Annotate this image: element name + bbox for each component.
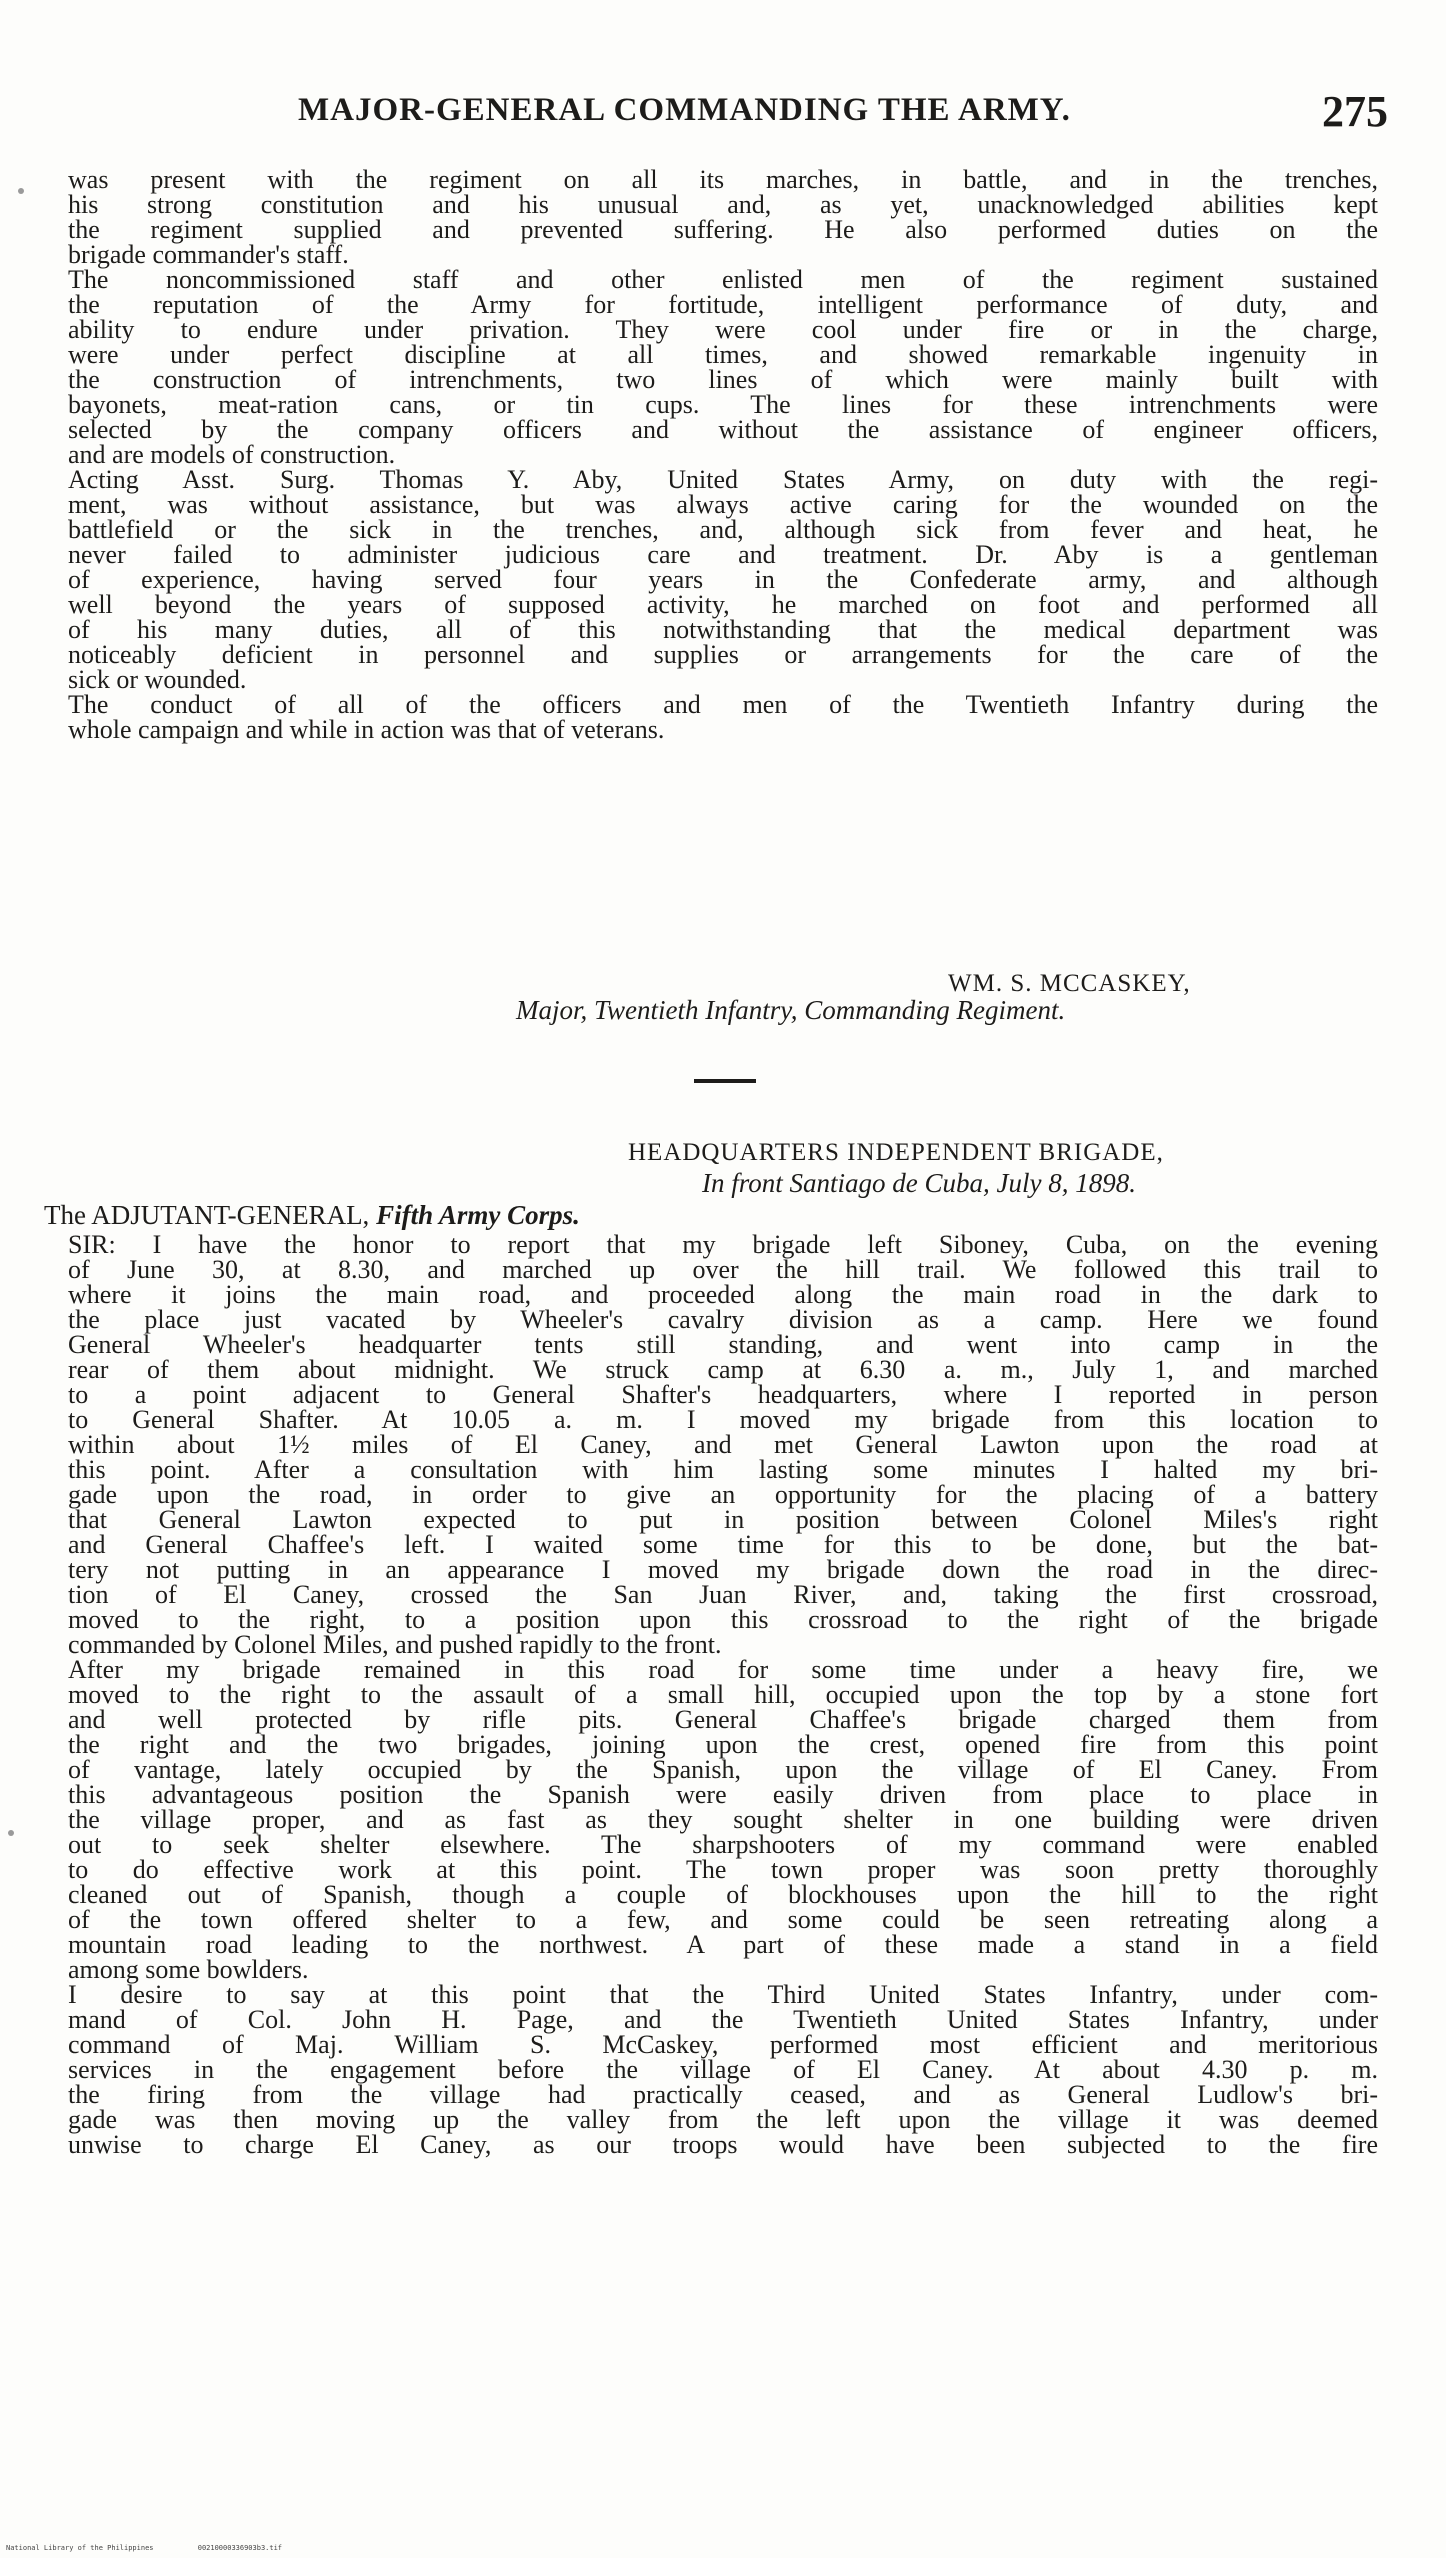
text-line: command of Maj. William S. McCaskey, performed most efficient and meritorious bbox=[68, 2030, 1378, 2059]
text-line: SIR: I have the honor to report that my brigade left Siboney, Cuba, on the evening bbox=[68, 1230, 1378, 1259]
text-line: cleaned out of Spanish, though a couple of blockhouses upon the hill to the right bbox=[68, 1880, 1378, 1909]
text-line: I desire to say at this point that the Third United States Infantry, under com- bbox=[68, 1980, 1378, 2009]
text-line: gade was then moving up the valley from the left upon the village it was deemed bbox=[68, 2105, 1378, 2134]
text-line: gade upon the road, in order to give an opportunity for the placing of a battery bbox=[68, 1480, 1378, 1509]
text-line: battlefield or the sick in the trenches, and, although sick from fever and heat, he bbox=[68, 515, 1378, 544]
text-line: General Wheeler's headquarter tents still standing, and went into camp in the bbox=[68, 1330, 1378, 1359]
text-line: this point. After a consultation with him lasting some minutes I halted my bri- bbox=[68, 1455, 1378, 1484]
text-line: brigade commander's staff. bbox=[68, 240, 349, 269]
text-line: of the town offered shelter to a few, and some could be seen retreating along a bbox=[68, 1905, 1378, 1934]
footer-file: 00210000336903b3.tif bbox=[197, 2544, 283, 2552]
text-line: and are models of construction. bbox=[68, 440, 396, 469]
text-line: of June 30, at 8.30, and marched up over the hill trail. We followed this trail to bbox=[68, 1255, 1378, 1284]
text-line: his strong constitution and his unusual and, as yet, unacknowledged abilities kept bbox=[68, 190, 1378, 219]
text-line: to do effective work at this point. The town proper was soon pretty thoroughly bbox=[68, 1855, 1378, 1884]
text-line: were under perfect discipline at all times, and showed remarkable ingenuity in bbox=[68, 340, 1378, 369]
text-line: noticeably deficient in personnel and supplies or arrangements for the care of the bbox=[68, 640, 1378, 669]
text-line: the firing from the village had practically ceased, and as General Ludlow's bri- bbox=[68, 2080, 1378, 2109]
text-line: the regiment supplied and prevented suffering. He also performed duties on the bbox=[68, 215, 1378, 244]
text-line: of his many duties, all of this notwithstanding that the medical department was bbox=[68, 615, 1378, 644]
signature-title: Major, Twentieth Infantry, Commanding Regiment. bbox=[516, 995, 1066, 1025]
addressee-prefix: The ADJUTANT-GENERAL, bbox=[44, 1200, 370, 1230]
text-line: where it joins the main road, and proceeded along the main road in the dark to bbox=[68, 1280, 1378, 1309]
text-line: this advantageous position the Spanish were easily driven from place to place in bbox=[68, 1780, 1378, 1809]
headquarters-heading: HEADQUARTERS INDEPENDENT BRIGADE, bbox=[628, 1139, 1164, 1166]
text-line: mountain road leading to the northwest. A part of these made a stand in a field bbox=[68, 1930, 1378, 1959]
text-line: tery not putting in an appearance I moved my brigade down the road in the direc- bbox=[68, 1555, 1378, 1584]
place-date-line: In front Santiago de Cuba, July 8, 1898. bbox=[702, 1168, 1136, 1198]
text-line: of vantage, lately occupied by the Spanish, upon the village of El Caney. From bbox=[68, 1755, 1378, 1784]
body-text-section-1 bbox=[68, 167, 1378, 742]
text-line: the place just vacated by Wheeler's cavalry division as a camp. Here we found bbox=[68, 1305, 1378, 1334]
section-divider bbox=[694, 1079, 756, 1083]
text-line: well beyond the years of supposed activity, he marched on foot and performed all bbox=[68, 590, 1378, 619]
scan-footer bbox=[6, 2544, 322, 2552]
margin-speck bbox=[8, 1830, 14, 1836]
running-title: MAJOR-GENERAL COMMANDING THE ARMY. bbox=[298, 92, 1071, 128]
text-line: ability to endure under privation. They were cool under fire or in the charge, bbox=[68, 315, 1378, 344]
text-line: moved to the right to the assault of a small hill, occupied upon the top by a stone fort bbox=[68, 1680, 1378, 1709]
text-line: sick or wounded. bbox=[68, 665, 247, 694]
page-number: 275 bbox=[1322, 87, 1388, 136]
text-line: of experience, having served four years in the Confederate army, and although bbox=[68, 565, 1378, 594]
margin-speck bbox=[18, 188, 24, 194]
text-line: bayonets, meat-ration cans, or tin cups. The lines for these intrenchments were bbox=[68, 390, 1378, 419]
text-line: services in the engagement before the village of El Caney. At about 4.30 p. m. bbox=[68, 2055, 1378, 2084]
addressee-org: Fifth Army Corps. bbox=[376, 1200, 580, 1230]
text-line: the reputation of the Army for fortitude, intelligent performance of duty, and bbox=[68, 290, 1378, 319]
text-line: After my brigade remained in this road for some time under a heavy fire, we bbox=[68, 1655, 1378, 1684]
footer-library: National Library of the Philippines bbox=[6, 2544, 154, 2552]
text-line: within about 1½ miles of El Caney, and met General Lawton upon the road at bbox=[68, 1430, 1378, 1459]
text-line: the construction of intrenchments, two lines of which were mainly built with bbox=[68, 365, 1378, 394]
text-line: selected by the company officers and without the assistance of engineer officers, bbox=[68, 415, 1378, 444]
text-line: Acting Asst. Surg. Thomas Y. Aby, United States Army, on duty with the regi- bbox=[68, 465, 1378, 494]
text-line: the village proper, and as fast as they sought shelter in one building were driven bbox=[68, 1805, 1378, 1834]
text-line: unwise to charge El Caney, as our troops would have been subjected to the fire bbox=[68, 2130, 1378, 2159]
text-line: The noncommissioned staff and other enlisted men of the regiment sustained bbox=[68, 265, 1378, 294]
text-line: commanded by Colonel Miles, and pushed rapidly to the front. bbox=[68, 1630, 722, 1659]
addressee-line bbox=[44, 1200, 580, 1231]
text-line: among some bowlders. bbox=[68, 1955, 309, 1984]
text-line: rear of them about midnight. We struck camp at 6.30 a. m., July 1, and marched bbox=[68, 1355, 1378, 1384]
text-line: to General Shafter. At 10.05 a. m. I moved my brigade from this location to bbox=[68, 1405, 1378, 1434]
text-line: out to seek shelter elsewhere. The sharpshooters of my command were enabled bbox=[68, 1830, 1378, 1859]
text-line: to a point adjacent to General Shafter's headquarters, where I reported in person bbox=[68, 1380, 1378, 1409]
text-line: that General Lawton expected to put in position between Colonel Miles's right bbox=[68, 1505, 1378, 1534]
text-line: and General Chaffee's left. I waited some time for this to be done, but the bat- bbox=[68, 1530, 1378, 1559]
text-line: was present with the regiment on all its marches, in battle, and in the trenches, bbox=[68, 165, 1378, 194]
body-text-section-2 bbox=[68, 1232, 1378, 2157]
signature-name: WM. S. MCCASKEY, bbox=[948, 970, 1191, 997]
text-line: The conduct of all of the officers and men of the Twentieth Infantry during the bbox=[68, 690, 1378, 719]
running-head bbox=[298, 87, 1388, 142]
text-line: never failed to administer judicious care and treatment. Dr. Aby is a gentleman bbox=[68, 540, 1378, 569]
text-line: whole campaign and while in action was that of veterans. bbox=[68, 715, 665, 744]
text-line: and well protected by rifle pits. General Chaffee's brigade charged them from bbox=[68, 1705, 1378, 1734]
text-line: moved to the right, to a position upon this crossroad to the right of the brigade bbox=[68, 1605, 1378, 1634]
text-line: mand of Col. John H. Page, and the Twentieth United States Infantry, under bbox=[68, 2005, 1378, 2034]
text-line: tion of El Caney, crossed the San Juan River, and, taking the first crossroad, bbox=[68, 1580, 1378, 1609]
text-line: ment, was without assistance, but was always active caring for the wounded on the bbox=[68, 490, 1378, 519]
text-line: the right and the two brigades, joining upon the crest, opened fire from this point bbox=[68, 1730, 1378, 1759]
